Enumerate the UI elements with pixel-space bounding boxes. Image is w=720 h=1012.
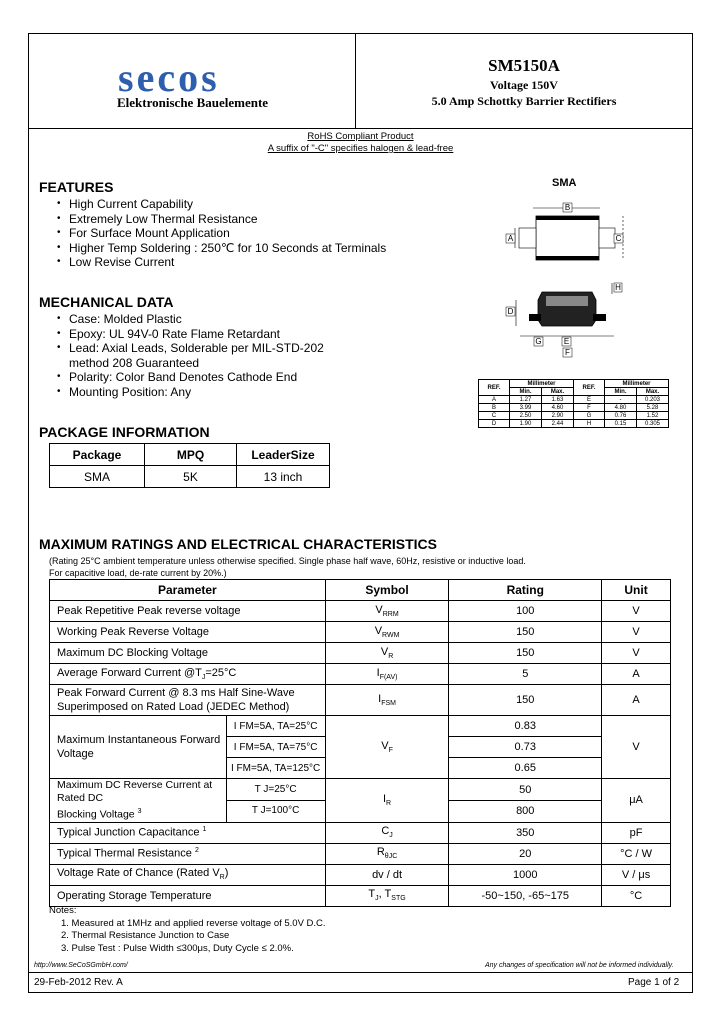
notes-block — [49, 905, 326, 955]
table-row — [50, 885, 671, 906]
unit-cell: V — [602, 643, 671, 664]
footer-disclaimer: Any changes of specification will not be informed individually. — [485, 962, 674, 969]
unit-cell: °C — [602, 885, 671, 906]
header-divider — [28, 128, 693, 129]
revision-date: 29-Feb-2012 Rev. A — [34, 977, 123, 988]
rating-cell: 100 — [449, 601, 602, 622]
cell: D — [479, 420, 510, 428]
cell: 0.15 — [605, 420, 637, 428]
cell: B — [479, 404, 510, 412]
unit-cell: A — [602, 664, 671, 685]
table-row — [479, 420, 669, 428]
mpq-value: 5K — [145, 466, 237, 488]
company-logo: secos — [118, 55, 220, 100]
page-number: Page 1 of 2 — [628, 977, 680, 988]
vf-cond: I FM=5A, TA=125°C — [227, 758, 325, 779]
cell: E — [574, 396, 605, 404]
param-cell: Average Forward Current $@T_J=25^\circ C$ — [50, 664, 326, 685]
package-table — [49, 443, 330, 488]
unit-header: Unit — [602, 580, 671, 601]
note-item: 1. Measured at 1MHz and applied reverse voltage of 5.0V D.C. — [61, 917, 326, 929]
list-item: • Higher Temp Soldering : 250℃ for 10 Seconds at Terminals — [50, 241, 386, 256]
cell: - — [605, 396, 637, 404]
footer-url[interactable]: http://www.SeCoSGmbH.com/ — [34, 962, 128, 969]
package-value: SMA — [50, 466, 145, 488]
ratings-conditions — [49, 555, 526, 579]
vf-value: 0.83 — [514, 720, 536, 732]
cell: 2.44 — [542, 420, 574, 428]
symbol-cell: dv / dt — [325, 864, 449, 885]
cell: 2.90 — [542, 412, 574, 420]
param-cell: Peak Forward Current @ 8.3 ms Half Sine-Wave Superimposed on Rated Load (JEDEC Method) — [50, 685, 326, 716]
symbol-cell: $V_{RWM}$ — [325, 622, 449, 643]
rohs-line-1: RoHS Compliant Product — [307, 131, 414, 142]
diagram-label-c: C — [615, 234, 622, 243]
param-cell: Typical Junction Capacitance $^1$ — [50, 822, 326, 843]
rating-cell: -50~150, -65~175 — [449, 885, 602, 906]
list-item: • Mounting Position: Any — [50, 385, 350, 400]
table-row — [479, 404, 669, 412]
table-row — [50, 664, 671, 685]
rating-cell: 150 — [449, 643, 602, 664]
diagram-label-a: A — [507, 234, 514, 243]
cell: 0.305 — [637, 420, 669, 428]
ref-header: REF. — [574, 380, 605, 396]
symbol-cell: $R_{\theta JC}$ — [325, 843, 449, 864]
ratings-table — [49, 579, 671, 907]
max-header: Max. — [637, 388, 669, 396]
unit-cell: V — [602, 601, 671, 622]
unit-cell: °C / W — [602, 843, 671, 864]
table-row — [50, 643, 671, 664]
note-item: 2. Thermal Resistance Junction to Case — [61, 930, 230, 941]
table-row — [479, 412, 669, 420]
list-item: • Low Revise Current — [50, 255, 386, 270]
unit-cell: V / μs — [602, 864, 671, 885]
cell: C — [479, 412, 510, 420]
ratings-note-2: For capacitive load, de-rate current by 20%.) — [49, 568, 227, 578]
cell: 1.52 — [637, 412, 669, 420]
parameter-header: Parameter — [50, 580, 326, 601]
package-header: Package — [50, 444, 145, 466]
symbol-cell: $T_J$, $T_{STG}$ — [325, 885, 449, 906]
unit-cell: μA — [602, 779, 671, 823]
cell: 2.50 — [510, 412, 542, 420]
ratings-note-1: (Rating 25°C ambient temperature unless otherwise specified. Single phase half wave, 60Hz, resistive or inductive load. — [49, 556, 526, 566]
table-row — [50, 843, 671, 864]
vf-cond: I FM=5A, TA=25°C — [233, 720, 318, 732]
cell: 5.28 — [637, 404, 669, 412]
vf-value: 0.73 — [449, 737, 601, 758]
vf-param-cell: Maximum Instantaneous Forward Voltage — [50, 716, 227, 779]
param-cell: Working Peak Reverse Voltage — [50, 622, 326, 643]
diagram-label-f: F — [565, 348, 570, 357]
diagram-package-name: SMA — [552, 177, 577, 189]
cell: H — [574, 420, 605, 428]
cell: 1.90 — [510, 420, 542, 428]
rating-cell: 350 — [449, 822, 602, 843]
symbol-cell: $I_{F(AV)}$ — [325, 664, 449, 685]
max-header: Max. — [542, 388, 574, 396]
rating-cell: 20 — [449, 843, 602, 864]
mechanical-title: MECHANICAL DATA — [39, 294, 174, 310]
unit-cell: V — [602, 622, 671, 643]
ir-value: 800 — [449, 800, 601, 821]
min-header: Min. — [605, 388, 637, 396]
table-row — [50, 779, 671, 823]
param-cell: Maximum DC Blocking Voltage — [50, 643, 326, 664]
symbol-cell: $V_F$ — [325, 716, 449, 779]
package-outline-diagram — [496, 196, 636, 366]
table-row — [50, 622, 671, 643]
unit-cell: A — [602, 685, 671, 716]
table-row — [50, 864, 671, 885]
diagram-label-b: B — [564, 203, 571, 212]
table-row — [50, 685, 671, 716]
ir-value: 50 — [519, 783, 532, 796]
diagram-label-e: E — [563, 337, 570, 346]
ir-cond: T J=100°C — [227, 800, 325, 821]
table-row — [50, 601, 671, 622]
param-cell: Typical Thermal Resistance $^2$ — [50, 843, 326, 864]
list-item: • Epoxy: UL 94V-0 Rate Flame Retardant — [50, 327, 350, 342]
table-row — [50, 822, 671, 843]
vf-values-cell — [449, 716, 602, 779]
product-description: 5.0 Amp Schottky Barrier Rectifiers — [431, 94, 617, 108]
rating-header: Rating — [449, 580, 602, 601]
features-title: FEATURES — [39, 179, 114, 195]
note-item: 3. Pulse Test : Pulse Width ≤300μs, Duty Cycle ≤ 2.0%. — [61, 942, 294, 954]
rating-cell: 150 — [449, 622, 602, 643]
leadersize-header: LeaderSize — [237, 444, 330, 466]
ir-param-cell: Maximum DC Reverse Current at Rated DC Blocking Voltage $^3$ — [50, 779, 227, 823]
dimension-table — [478, 379, 669, 428]
param-cell: Voltage Rate of Chance (Rated $V_R$) — [50, 864, 326, 885]
rohs-line-2: A suffix of "-C" specifies halogen & lead-free — [267, 143, 454, 154]
list-item: • Extremely Low Thermal Resistance — [50, 212, 386, 227]
cell: 0.76 — [605, 412, 637, 420]
part-number: SM5150A — [488, 56, 560, 75]
unit-header: Millimeter — [605, 380, 669, 388]
footer-divider — [28, 972, 693, 973]
list-item: • Case: Molded Plastic — [50, 312, 350, 327]
ir-values-cell — [449, 779, 602, 823]
rating-cell: 1000 — [449, 864, 602, 885]
unit-cell: pF — [602, 822, 671, 843]
mpq-header: MPQ — [145, 444, 237, 466]
mechanical-list — [50, 312, 350, 400]
cell: 4.60 — [542, 404, 574, 412]
cell: 0.203 — [637, 396, 669, 404]
cell: 1.63 — [542, 396, 574, 404]
package-info-title: PACKAGE INFORMATION — [39, 424, 210, 440]
table-row — [50, 716, 671, 779]
list-item: • Lead: Axial Leads, Solderable per MIL-STD-202 method 208 Guaranteed — [50, 341, 350, 370]
symbol-header: Symbol — [325, 580, 449, 601]
cell: F — [574, 404, 605, 412]
vf-conditions-cell — [226, 716, 325, 779]
voltage-rating: Voltage 150V — [490, 78, 558, 92]
cell: G — [574, 412, 605, 420]
symbol-cell: $I_R$ — [325, 779, 449, 823]
unit-cell: V — [602, 716, 671, 779]
unit-header: Millimeter — [510, 380, 574, 388]
cell: A — [479, 396, 510, 404]
ir-cond: T J=25°C — [254, 784, 297, 796]
leadersize-value: 13 inch — [237, 466, 330, 488]
notes-title: Notes: — [49, 905, 77, 916]
symbol-cell: $V_R$ — [325, 643, 449, 664]
param-cell: Peak Repetitive Peak reverse voltage — [50, 601, 326, 622]
cell: 1.27 — [510, 396, 542, 404]
cell: 4.80 — [605, 404, 637, 412]
diagram-label-g: G — [535, 337, 542, 346]
ref-header: REF. — [479, 380, 510, 396]
list-item: • For Surface Mount Application — [50, 226, 386, 241]
symbol-cell: $V_{RRM}$ — [325, 601, 449, 622]
features-list — [50, 197, 386, 270]
rating-cell: 5 — [449, 664, 602, 685]
vf-cond: I FM=5A, TA=75°C — [227, 737, 325, 758]
cell: 3.99 — [510, 404, 542, 412]
diagram-label-d: D — [507, 307, 514, 316]
list-item: • Polarity: Color Band Denotes Cathode End — [50, 370, 350, 385]
diagram-label-h: H — [615, 283, 621, 292]
list-item: • High Current Capability — [50, 197, 386, 212]
rating-cell: 150 — [449, 685, 602, 716]
ir-conditions-cell — [226, 779, 325, 823]
symbol-cell: $C_J$ — [325, 822, 449, 843]
symbol-cell: $I_{FSM}$ — [325, 685, 449, 716]
company-subtitle: Elektronische Bauelemente — [117, 95, 269, 110]
table-row — [479, 396, 669, 404]
ratings-title: MAXIMUM RATINGS AND ELECTRICAL CHARACTERISTICS — [39, 536, 437, 552]
vf-value: 0.65 — [449, 758, 601, 779]
min-header: Min. — [510, 388, 542, 396]
param-cell: Operating Storage Temperature — [50, 885, 326, 906]
